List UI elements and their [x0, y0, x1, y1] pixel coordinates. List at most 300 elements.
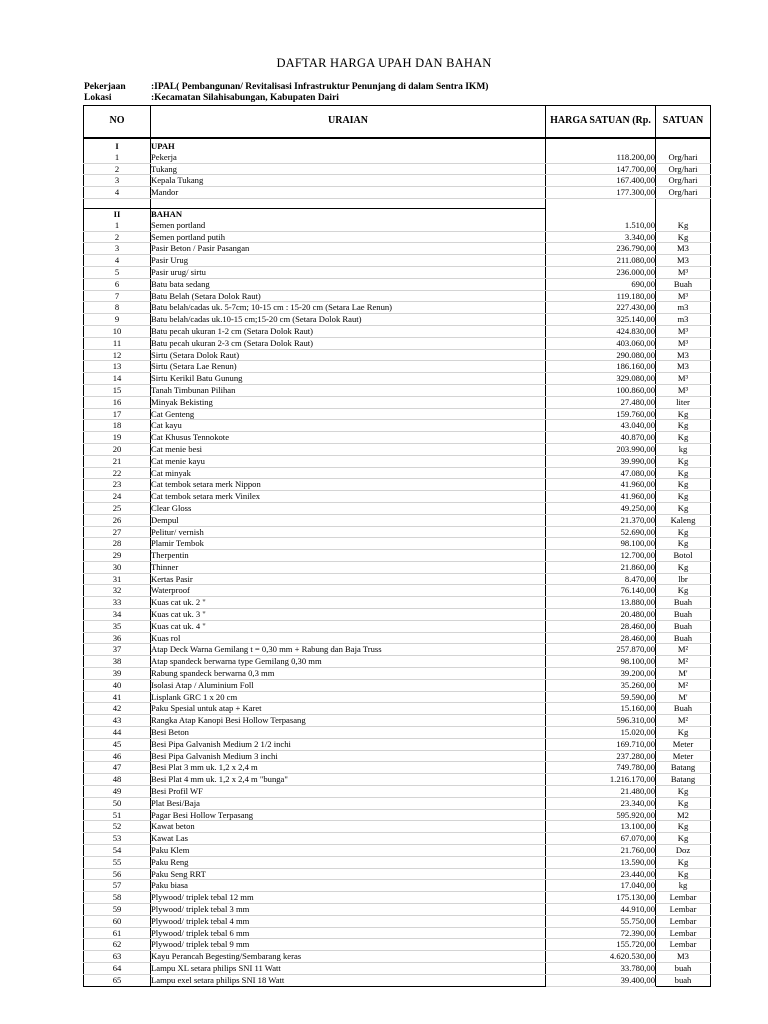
- row-harga: 41.960,00: [546, 491, 656, 503]
- row-harga: 119.180,00: [546, 290, 656, 302]
- row-uraian: Batu Belah (Setara Dolok Raut): [151, 290, 546, 302]
- row-no: 16: [84, 396, 151, 408]
- row-uraian: Sirtu (Setara Dolok Raut): [151, 349, 546, 361]
- section-empty: [546, 138, 656, 152]
- row-satuan: kg: [656, 443, 711, 455]
- row-harga: 175.130,00: [546, 892, 656, 904]
- row-satuan: m3: [656, 302, 711, 314]
- row-no: 15: [84, 384, 151, 396]
- row-satuan: Kg: [656, 231, 711, 243]
- table-row: [84, 302, 711, 314]
- table-row: [84, 904, 711, 916]
- row-satuan: Kg: [656, 455, 711, 467]
- row-uraian: Kayu Perancah Begesting/Sembarang keras: [151, 951, 546, 963]
- table-row: [84, 809, 711, 821]
- table-row: [84, 927, 711, 939]
- row-uraian: Atap spandeck berwarna type Gemilang 0,30 mm: [151, 656, 546, 668]
- row-no: 56: [84, 868, 151, 880]
- row-harga: 403.060,00: [546, 337, 656, 349]
- table-row: [84, 432, 711, 444]
- row-satuan: Kg: [656, 467, 711, 479]
- row-uraian: Kuas cat uk. 2 ": [151, 597, 546, 609]
- row-satuan: Kg: [656, 526, 711, 538]
- spacer-cell: [546, 198, 656, 208]
- row-no: 25: [84, 502, 151, 514]
- row-uraian: Isolasi Atap / Aluminium Foll: [151, 679, 546, 691]
- row-satuan: Kg: [656, 561, 711, 573]
- row-uraian: Semen portland: [151, 220, 546, 231]
- table-row: [84, 668, 711, 680]
- table-row: [84, 585, 711, 597]
- table-row: [84, 152, 711, 163]
- row-satuan: Lembar: [656, 927, 711, 939]
- table-row: [84, 255, 711, 267]
- row-satuan: M²: [656, 715, 711, 727]
- row-satuan: Lembar: [656, 915, 711, 927]
- table-row: [84, 187, 711, 199]
- row-no: 8: [84, 302, 151, 314]
- row-satuan: Kg: [656, 727, 711, 739]
- spacer-cell: [151, 198, 546, 208]
- row-satuan: M²: [656, 644, 711, 656]
- row-satuan: Org/hari: [656, 187, 711, 199]
- row-uraian: Lisplank GRC 1 x 20 cm: [151, 691, 546, 703]
- row-uraian: Minyak Bekisting: [151, 396, 546, 408]
- row-satuan: Org/hari: [656, 175, 711, 187]
- row-harga: 3.340,00: [546, 231, 656, 243]
- row-no: 18: [84, 420, 151, 432]
- row-satuan: M3: [656, 349, 711, 361]
- row-no: 3: [84, 243, 151, 255]
- row-harga: 169.710,00: [546, 738, 656, 750]
- row-harga: 12.700,00: [546, 550, 656, 562]
- row-satuan: Batang: [656, 762, 711, 774]
- table-row: [84, 396, 711, 408]
- row-no: 58: [84, 892, 151, 904]
- table-row: [84, 479, 711, 491]
- row-satuan: liter: [656, 396, 711, 408]
- row-uraian: Pagar Besi Hollow Terpasang: [151, 809, 546, 821]
- row-harga: 52.690,00: [546, 526, 656, 538]
- row-satuan: Kg: [656, 833, 711, 845]
- row-uraian: Kepala Tukang: [151, 175, 546, 187]
- row-satuan: lbr: [656, 573, 711, 585]
- row-harga: 177.300,00: [546, 187, 656, 199]
- table-row: [84, 939, 711, 951]
- row-no: 45: [84, 738, 151, 750]
- table-row: [84, 175, 711, 187]
- table-row: [84, 514, 711, 526]
- row-harga: 21.760,00: [546, 845, 656, 857]
- table-row: [84, 774, 711, 786]
- row-satuan: Batang: [656, 774, 711, 786]
- row-no: 63: [84, 951, 151, 963]
- row-no: 27: [84, 526, 151, 538]
- row-no: 55: [84, 856, 151, 868]
- row-no: 3: [84, 175, 151, 187]
- header-satuan: SATUAN: [656, 106, 711, 139]
- row-harga: 100.860,00: [546, 384, 656, 396]
- row-no: 12: [84, 349, 151, 361]
- row-uraian: Plywood/ triplek tebal 9 mm: [151, 939, 546, 951]
- row-harga: 1.216.170,00: [546, 774, 656, 786]
- row-uraian: Paku Spesial untuk atap + Karet: [151, 703, 546, 715]
- row-no: 57: [84, 880, 151, 892]
- row-satuan: Lembar: [656, 892, 711, 904]
- row-no: 53: [84, 833, 151, 845]
- row-harga: 28.460,00: [546, 632, 656, 644]
- row-uraian: Tanah Timbunan Pilihan: [151, 384, 546, 396]
- table-row: [84, 868, 711, 880]
- row-no: 33: [84, 597, 151, 609]
- row-no: 20: [84, 443, 151, 455]
- row-no: 48: [84, 774, 151, 786]
- row-uraian: Clear Gloss: [151, 502, 546, 514]
- row-harga: 15.160,00: [546, 703, 656, 715]
- row-harga: 13.100,00: [546, 821, 656, 833]
- table-row: [84, 467, 711, 479]
- row-satuan: M²: [656, 656, 711, 668]
- table-row: [84, 762, 711, 774]
- row-satuan: Kg: [656, 786, 711, 798]
- table-row: [84, 679, 711, 691]
- row-no: 51: [84, 809, 151, 821]
- row-harga: 1.510,00: [546, 220, 656, 231]
- table-row: [84, 443, 711, 455]
- row-satuan: Kg: [656, 821, 711, 833]
- row-satuan: Meter: [656, 738, 711, 750]
- row-harga: 67.070,00: [546, 833, 656, 845]
- row-harga: 159.760,00: [546, 408, 656, 420]
- row-satuan: Kg: [656, 538, 711, 550]
- table-row: [84, 290, 711, 302]
- row-satuan: Kg: [656, 585, 711, 597]
- row-satuan: M3: [656, 951, 711, 963]
- row-harga: 59.590,00: [546, 691, 656, 703]
- row-satuan: Kaleng: [656, 514, 711, 526]
- row-no: 2: [84, 231, 151, 243]
- row-no: 62: [84, 939, 151, 951]
- row-harga: 325.140,00: [546, 314, 656, 326]
- table-row: [84, 609, 711, 621]
- section-no: II: [84, 208, 151, 219]
- row-harga: 186.160,00: [546, 361, 656, 373]
- row-uraian: Besi Beton: [151, 727, 546, 739]
- header-row: [84, 106, 711, 139]
- row-satuan: M³: [656, 290, 711, 302]
- row-satuan: Org/hari: [656, 163, 711, 175]
- table-row: [84, 797, 711, 809]
- row-uraian: Plywood/ triplek tebal 6 mm: [151, 927, 546, 939]
- row-satuan: Kg: [656, 797, 711, 809]
- row-harga: 33.780,00: [546, 962, 656, 974]
- table-row: [84, 349, 711, 361]
- row-harga: 227.430,00: [546, 302, 656, 314]
- table-row: [84, 821, 711, 833]
- row-harga: 72.390,00: [546, 927, 656, 939]
- section-empty: [656, 138, 711, 152]
- row-no: 36: [84, 632, 151, 644]
- row-uraian: Batu bata sedang: [151, 278, 546, 290]
- spacer-row: [84, 198, 711, 208]
- row-uraian: Kertas Pasir: [151, 573, 546, 585]
- row-uraian: Sirtu (Setara Lae Renun): [151, 361, 546, 373]
- row-no: 54: [84, 845, 151, 857]
- row-harga: 23.340,00: [546, 797, 656, 809]
- row-satuan: M³: [656, 325, 711, 337]
- table-row: [84, 455, 711, 467]
- row-satuan: Buah: [656, 620, 711, 632]
- table-row: [84, 163, 711, 175]
- row-satuan: Kg: [656, 432, 711, 444]
- row-uraian: Plywood/ triplek tebal 4 mm: [151, 915, 546, 927]
- table-row: [84, 691, 711, 703]
- row-harga: 749.780,00: [546, 762, 656, 774]
- table-row: [84, 337, 711, 349]
- row-uraian: Pasir Urug: [151, 255, 546, 267]
- row-no: 44: [84, 727, 151, 739]
- section-no: I: [84, 138, 151, 152]
- row-harga: 13.880,00: [546, 597, 656, 609]
- row-harga: 55.750,00: [546, 915, 656, 927]
- header-uraian: URAIAN: [151, 106, 546, 139]
- row-uraian: Kuas cat uk. 4 ": [151, 620, 546, 632]
- table-row: [84, 845, 711, 857]
- row-satuan: buah: [656, 974, 711, 986]
- row-uraian: Kawat beton: [151, 821, 546, 833]
- row-no: 59: [84, 904, 151, 916]
- row-satuan: M': [656, 691, 711, 703]
- row-harga: 424.830,00: [546, 325, 656, 337]
- spacer-cell: [656, 198, 711, 208]
- table-row: [84, 361, 711, 373]
- table-row: [84, 325, 711, 337]
- row-harga: 23.440,00: [546, 868, 656, 880]
- row-no: 47: [84, 762, 151, 774]
- row-harga: 147.700,00: [546, 163, 656, 175]
- row-uraian: Cat tembok setara merk Vinilex: [151, 491, 546, 503]
- row-uraian: Batu belah/cadas uk.10-15 cm;15-20 cm (Setara Dolok Raut): [151, 314, 546, 326]
- row-harga: 329.080,00: [546, 373, 656, 385]
- row-no: 64: [84, 962, 151, 974]
- table-row: [84, 243, 711, 255]
- row-no: 40: [84, 679, 151, 691]
- table-row: [84, 727, 711, 739]
- header-no: NO: [84, 106, 151, 139]
- row-no: 21: [84, 455, 151, 467]
- row-no: 37: [84, 644, 151, 656]
- table-row: [84, 231, 711, 243]
- row-uraian: Cat Genteng: [151, 408, 546, 420]
- row-harga: 49.250,00: [546, 502, 656, 514]
- table-row: [84, 597, 711, 609]
- row-no: 23: [84, 479, 151, 491]
- row-uraian: Cat menie kayu: [151, 455, 546, 467]
- row-harga: 17.040,00: [546, 880, 656, 892]
- row-no: 9: [84, 314, 151, 326]
- row-no: 43: [84, 715, 151, 727]
- table-row: [84, 703, 711, 715]
- row-uraian: Semen portland putih: [151, 231, 546, 243]
- table-row: [84, 644, 711, 656]
- row-no: 30: [84, 561, 151, 573]
- section-empty: [546, 208, 656, 219]
- row-no: 61: [84, 927, 151, 939]
- row-satuan: M³: [656, 337, 711, 349]
- row-no: 38: [84, 656, 151, 668]
- row-satuan: Lembar: [656, 904, 711, 916]
- table-row: [84, 538, 711, 550]
- row-satuan: Org/hari: [656, 152, 711, 163]
- row-uraian: Besi Pipa Galvanish Medium 2 1/2 inchi: [151, 738, 546, 750]
- row-no: 29: [84, 550, 151, 562]
- row-no: 60: [84, 915, 151, 927]
- row-uraian: Waterproof: [151, 585, 546, 597]
- row-satuan: Kg: [656, 420, 711, 432]
- row-satuan: m3: [656, 314, 711, 326]
- row-harga: 236.790,00: [546, 243, 656, 255]
- row-satuan: Buah: [656, 632, 711, 644]
- row-harga: 595.920,00: [546, 809, 656, 821]
- table-row: [84, 915, 711, 927]
- row-no: 14: [84, 373, 151, 385]
- meta-key: Lokasi: [84, 93, 112, 103]
- table-row: [84, 373, 711, 385]
- table-row: [84, 266, 711, 278]
- table-row: [84, 420, 711, 432]
- row-uraian: Plywood/ triplek tebal 12 mm: [151, 892, 546, 904]
- row-no: 13: [84, 361, 151, 373]
- table-row: [84, 750, 711, 762]
- meta-key: Pekerjaan: [84, 82, 126, 92]
- row-no: 52: [84, 821, 151, 833]
- row-harga: 39.400,00: [546, 974, 656, 986]
- row-uraian: Atap Deck Warna Gemilang t = 0,30 mm + Rabung dan Baja Truss: [151, 644, 546, 656]
- row-uraian: Thinner: [151, 561, 546, 573]
- row-harga: 290.080,00: [546, 349, 656, 361]
- table-row: [84, 951, 711, 963]
- table-row: [84, 880, 711, 892]
- row-no: 24: [84, 491, 151, 503]
- row-harga: 203.990,00: [546, 443, 656, 455]
- table-row: [84, 561, 711, 573]
- row-no: 5: [84, 266, 151, 278]
- row-uraian: Tukang: [151, 163, 546, 175]
- row-no: 4: [84, 255, 151, 267]
- row-no: 65: [84, 974, 151, 986]
- row-satuan: M3: [656, 243, 711, 255]
- row-no: 19: [84, 432, 151, 444]
- row-harga: 8.470,00: [546, 573, 656, 585]
- row-uraian: Batu pecah ukuran 1-2 cm (Setara Dolok Raut): [151, 325, 546, 337]
- section-title: BAHAN: [151, 208, 546, 219]
- row-uraian: Plamir Tembok: [151, 538, 546, 550]
- row-satuan: Kg: [656, 502, 711, 514]
- row-uraian: Batu pecah ukuran 2-3 cm (Setara Dolok Raut): [151, 337, 546, 349]
- row-satuan: Kg: [656, 868, 711, 880]
- row-no: 2: [84, 163, 151, 175]
- table-row: [84, 314, 711, 326]
- row-harga: 167.400,00: [546, 175, 656, 187]
- table-row: [84, 573, 711, 585]
- row-no: 31: [84, 573, 151, 585]
- row-harga: 15.020,00: [546, 727, 656, 739]
- table-row: [84, 384, 711, 396]
- section-row: [84, 208, 711, 219]
- row-no: 32: [84, 585, 151, 597]
- row-satuan: M': [656, 668, 711, 680]
- row-harga: 44.910,00: [546, 904, 656, 916]
- row-harga: 43.040,00: [546, 420, 656, 432]
- row-harga: 98.100,00: [546, 656, 656, 668]
- row-harga: 155.720,00: [546, 939, 656, 951]
- row-no: 46: [84, 750, 151, 762]
- meta-pekerjaan: [84, 82, 488, 92]
- row-no: 1: [84, 152, 151, 163]
- row-satuan: Kg: [656, 220, 711, 231]
- row-no: 17: [84, 408, 151, 420]
- row-satuan: Doz: [656, 845, 711, 857]
- row-uraian: Paku Klem: [151, 845, 546, 857]
- row-uraian: Paku biasa: [151, 880, 546, 892]
- meta-value: :IPAL( Pembangunan/ Revitalisasi Infrastruktur Penunjang di dalam Sentra IKM): [151, 82, 489, 92]
- row-no: 22: [84, 467, 151, 479]
- row-uraian: Kawat Las: [151, 833, 546, 845]
- row-uraian: Plat Besi/Baja: [151, 797, 546, 809]
- row-uraian: Lampu exel setara philips SNI 18 Watt: [151, 974, 546, 986]
- row-uraian: Pasir Beton / Pasir Pasangan: [151, 243, 546, 255]
- row-harga: 27.480,00: [546, 396, 656, 408]
- row-harga: 98.100,00: [546, 538, 656, 550]
- row-harga: 76.140,00: [546, 585, 656, 597]
- section-row: [84, 138, 711, 152]
- row-uraian: Mandor: [151, 187, 546, 199]
- row-uraian: Cat tembok setara merk Nippon: [151, 479, 546, 491]
- table-row: [84, 892, 711, 904]
- row-uraian: Therpentin: [151, 550, 546, 562]
- row-satuan: Kg: [656, 479, 711, 491]
- row-uraian: Paku Seng RRT: [151, 868, 546, 880]
- row-uraian: Plywood/ triplek tebal 3 mm: [151, 904, 546, 916]
- row-no: 49: [84, 786, 151, 798]
- row-no: 10: [84, 325, 151, 337]
- row-harga: 21.860,00: [546, 561, 656, 573]
- table-body: [84, 138, 711, 986]
- row-harga: 41.960,00: [546, 479, 656, 491]
- row-satuan: Kg: [656, 408, 711, 420]
- table-row: [84, 856, 711, 868]
- row-uraian: Besi Profil WF: [151, 786, 546, 798]
- row-uraian: Cat kayu: [151, 420, 546, 432]
- row-uraian: Besi Pipa Galvanish Medium 3 inchi: [151, 750, 546, 762]
- row-harga: 236.000,00: [546, 266, 656, 278]
- row-harga: 4.620.530,00: [546, 951, 656, 963]
- meta-value: :Kecamatan Silahisabungan, Kabupaten Dairi: [151, 93, 339, 103]
- section-empty: [656, 208, 711, 219]
- row-no: 6: [84, 278, 151, 290]
- row-satuan: Buah: [656, 597, 711, 609]
- row-harga: 690,00: [546, 278, 656, 290]
- table-row: [84, 786, 711, 798]
- section-title: UPAH: [151, 138, 546, 152]
- price-table: [83, 105, 711, 987]
- document-title: DAFTAR HARGA UPAH DAN BAHAN: [276, 56, 492, 70]
- row-no: 26: [84, 514, 151, 526]
- spacer-cell: [84, 198, 151, 208]
- row-harga: 28.460,00: [546, 620, 656, 632]
- row-harga: 39.200,00: [546, 668, 656, 680]
- table-row: [84, 715, 711, 727]
